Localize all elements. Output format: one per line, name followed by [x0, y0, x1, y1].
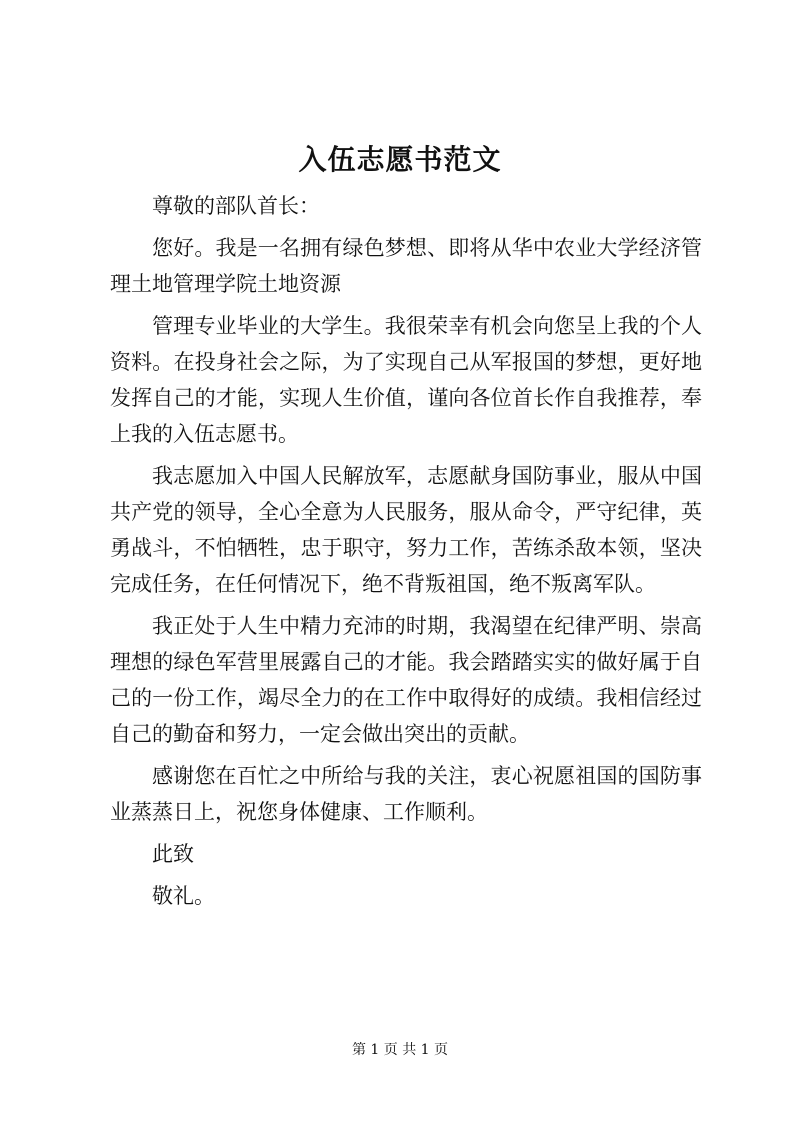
paragraph-thanks: 感谢您在百忙之中所给与我的关注，衷心祝愿祖国的国防事业蒸蒸日上，祝您身体健康、工作顺利。 — [110, 764, 702, 824]
page-number-footer: 第 1 页 共 1 页 — [351, 1042, 449, 1058]
paragraph-greeting: 您好。我是一名拥有绿色梦想、即将从华中农业大学经济管理土地管理学院土地资源 — [110, 236, 702, 296]
document-body — [110, 188, 702, 920]
salutation: 尊敬的部队首长： — [152, 194, 320, 218]
closing-cizhi: 此致 — [152, 842, 194, 866]
paragraph-pledge: 我志愿加入中国人民解放军，志愿献身国防事业，服从中国共产党的领导，全心全意为人民服务，服从命令，严守纪律，英勇战斗，不怕牺牲，忠于职守，努力工作，苦练杀敌本领，坚决完成任务，在任何情况下，绝不背叛祖国，绝不叛离军队。 — [110, 464, 702, 596]
paragraph-introduction: 管理专业毕业的大学生。我很荣幸有机会向您呈上我的个人资料。在投身社会之际，为了实现自己从军报国的梦想，更好地发挥自己的才能，实现人生价值，谨向各位首长作自我推荐，奉上我的入伍志愿书。 — [110, 314, 702, 446]
paragraph-aspiration: 我正处于人生中精力充沛的时期，我渴望在纪律严明、崇高理想的绿色军营里展露自己的才能。我会踏踏实实的做好属于自己的一份工作，竭尽全力的在工作中取得好的成绩。我相信经过自己的勤奋和努力，一定会做出突出的贡献。 — [110, 614, 702, 746]
closing-jingli: 敬礼。 — [152, 884, 215, 908]
document-title: 入伍志愿书范文 — [298, 143, 502, 176]
